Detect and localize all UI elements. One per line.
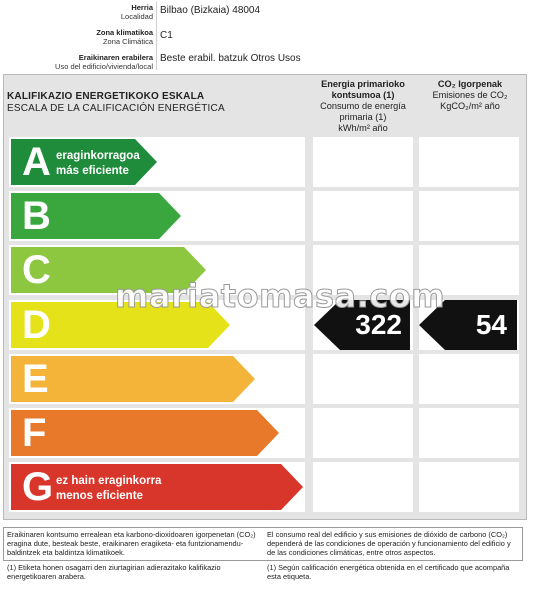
- rating-band-label: ez hain eraginkorra: [56, 475, 162, 487]
- footnote-left: (1) Etiketa honen osagarri den ziurtagirian adierazitako kalifikazio energetikoaren arabera.: [7, 563, 221, 581]
- info-row-locality: [0, 3, 534, 23]
- footnote-right: (1) Según calificación energética obtenida en el certificado que acompaña esta etiqueta.: [267, 563, 510, 581]
- rating-band-arrow: [11, 410, 279, 456]
- energy-column-header: [312, 79, 414, 134]
- note-left: Eraikinaren kontsumo errealean eta karbono-dioxidoaren igorpenetan (CO₂) eragina dute, besteak beste, eraikinaren eragiketa- eta funtzionamendu-baldintzek eta baldintza klimatikoek.: [7, 530, 256, 557]
- climate-zone-value: C1: [160, 30, 173, 41]
- energy-cell: [313, 462, 413, 512]
- co2-column-title: CO₂ Igorpenak: [437, 79, 503, 89]
- rating-band-g: [11, 464, 303, 510]
- building-use-sublabel: Uso del edificio/vivienda/local: [55, 62, 153, 71]
- rating-letter: B: [22, 194, 51, 238]
- climate-zone-sublabel: Zona Climática: [102, 37, 153, 46]
- energy-cell: [313, 137, 413, 187]
- co2-cell: [419, 462, 519, 512]
- rating-letter: C: [22, 248, 51, 292]
- co2-cell: [419, 191, 519, 241]
- rating-band-sublabel: menos eficiente: [56, 490, 143, 502]
- rating-band-e: [11, 356, 255, 402]
- locality-sublabel: Localidad: [120, 12, 153, 21]
- rating-band-f: [11, 410, 279, 456]
- note-right: El consumo real del edificio y sus emisiones de dióxido de carbono (CO₂) dependerá de las condiciones de operación y funcionamiento del edificio y de las condiciones climáticas, entre otros aspectos.: [267, 530, 511, 557]
- climate-zone-label: Zona klimatikoa: [96, 28, 153, 37]
- watermark: mariatomasa.com: [115, 277, 446, 315]
- energy-cell: [313, 354, 413, 404]
- building-use-value: Beste erabil. batzuk Otros Usos: [160, 53, 301, 64]
- rating-band-label: eraginkorragoa: [56, 150, 140, 162]
- info-row-building-use: [0, 53, 534, 73]
- rating-band-sublabel: más eficiente: [56, 165, 129, 177]
- locality-value: Bilbao (Bizkaia) 48004: [160, 5, 261, 16]
- energy-column-title: Energia primarioko kontsumoa (1): [321, 79, 405, 100]
- rating-band-a: [11, 139, 157, 185]
- rating-letter: E: [22, 357, 49, 401]
- building-use-label: Eraikinaren erabilera: [78, 53, 153, 62]
- locality-label: Herria: [131, 3, 153, 12]
- rating-letter: D: [22, 303, 51, 347]
- rating-letter: A: [22, 140, 51, 184]
- rating-letter: G: [22, 465, 54, 509]
- info-row-climate-zone: [0, 28, 534, 48]
- co2-cell: [419, 408, 519, 458]
- co2-value: 54: [475, 309, 507, 340]
- energy-column-subtitle: Consumo de energía primaria (1): [320, 101, 406, 122]
- rating-letter: F: [22, 411, 47, 455]
- scale-title-eu: KALIFIKAZIO ENERGETIKOKO ESKALA: [7, 91, 205, 102]
- co2-column-header: [419, 79, 521, 112]
- scale-title-es: ESCALA DE LA CALIFICACIÓN ENERGÉTICA: [7, 103, 225, 114]
- co2-column-unit: KgCO₂/m² año: [440, 101, 500, 111]
- co2-cell: [419, 354, 519, 404]
- energy-cell: [313, 408, 413, 458]
- energy-value: 322: [355, 309, 402, 340]
- energy-column-unit: kWh/m² año: [338, 123, 388, 133]
- energy-cell: [313, 191, 413, 241]
- co2-column-subtitle: Emisiones de CO₂: [432, 90, 508, 100]
- co2-cell: [419, 137, 519, 187]
- rating-band-b: [11, 193, 181, 239]
